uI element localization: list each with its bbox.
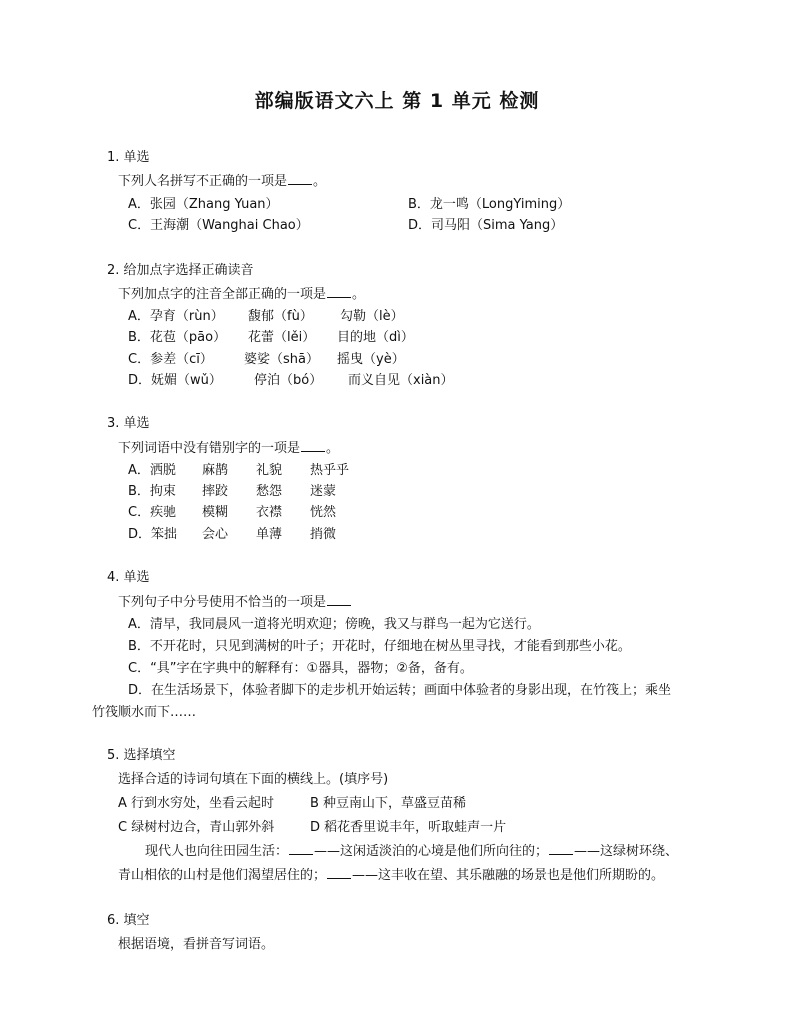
page-title: 部编版语文六上 第 1 单元 检测 bbox=[254, 90, 540, 112]
question-2-option-d-2: 停泊（bó） bbox=[254, 373, 323, 388]
question-1-option-d: D．司马阳（Sima Yang） bbox=[408, 218, 564, 233]
question-3-option-c-2: 模糊 bbox=[202, 505, 229, 520]
question-5-stem: 选择合适的诗词句填在下面的横线上。(填序号) bbox=[118, 772, 389, 787]
question-2-stem bbox=[118, 283, 365, 302]
question-1-stem-text: 下列人名拼写不正确的一项是 bbox=[118, 174, 288, 189]
question-4-stem bbox=[118, 591, 352, 610]
question-2-option-c-2: 婆娑（shā） bbox=[244, 352, 319, 367]
question-4-option-a: A．清早，我同晨风一道将光明欢迎；傍晚，我又与群鸟一起为它送行。 bbox=[128, 617, 540, 632]
answer-blank bbox=[327, 593, 351, 606]
question-5-passage-line-2 bbox=[118, 864, 664, 883]
answer-blank bbox=[288, 172, 312, 185]
question-4-heading: 4. 单选 bbox=[107, 570, 150, 585]
question-1-option-c: C．王海潮（Wanghai Chao） bbox=[128, 218, 309, 233]
question-4-option-d-line-2: 竹筏顺水而下…… bbox=[92, 705, 197, 720]
question-3-option-b-1: B．拘束 bbox=[128, 484, 176, 499]
question-2-option-d-1: D．妩媚（wǔ） bbox=[128, 373, 222, 388]
answer-blank bbox=[549, 842, 573, 855]
question-2-heading: 2. 给加点字选择正确读音 bbox=[107, 263, 254, 278]
answer-blank bbox=[289, 842, 313, 855]
question-3-option-a-1: A．洒脱 bbox=[128, 463, 176, 478]
question-3-stem-end: 。 bbox=[326, 441, 340, 456]
question-3-stem bbox=[118, 437, 339, 456]
question-3-option-d-3: 单薄 bbox=[256, 527, 283, 542]
question-6-heading: 6. 填空 bbox=[107, 913, 150, 928]
question-3-option-c-1: C．疾驰 bbox=[128, 505, 177, 520]
question-1-stem-end: 。 bbox=[313, 174, 327, 189]
question-3-stem-text: 下列词语中没有错别字的一项是 bbox=[118, 441, 301, 456]
question-3-option-d-4: 捎微 bbox=[310, 527, 337, 542]
question-1-option-b: B．龙一鸣（LongYiming） bbox=[408, 197, 571, 212]
answer-blank bbox=[301, 439, 325, 452]
question-3-option-b-4: 迷蒙 bbox=[310, 484, 337, 499]
question-3-option-a-4: 热乎乎 bbox=[310, 463, 350, 478]
question-5-passage-line-1 bbox=[145, 840, 678, 859]
question-3-option-a-3: 礼貌 bbox=[256, 463, 283, 478]
question-2-option-b-2: 花蕾（lěi） bbox=[248, 330, 316, 345]
question-5-option-c: C 绿树村边合，青山郭外斜 bbox=[118, 820, 275, 835]
question-1-option-a: A．张园（Zhang Yuan） bbox=[128, 197, 279, 212]
question-2-stem-text: 下列加点字的注音全部正确的一项是 bbox=[118, 287, 327, 302]
question-2-option-b-3: 目的地（dì） bbox=[337, 330, 414, 345]
question-3-option-d-1: D．笨拙 bbox=[128, 527, 178, 542]
passage-text: 青山相依的山村是他们渴望居住的； bbox=[118, 868, 327, 883]
question-1-heading: 1. 单选 bbox=[107, 150, 150, 165]
question-3-option-b-2: 摔跤 bbox=[202, 484, 229, 499]
question-5-heading: 5. 选择填空 bbox=[107, 748, 176, 763]
question-2-option-b-1: B．花苞（pāo） bbox=[128, 330, 227, 345]
answer-blank bbox=[327, 285, 351, 298]
question-4-stem-text: 下列句子中分号使用不恰当的一项是 bbox=[118, 595, 327, 610]
question-2-option-a-2: 馥郁（fù） bbox=[248, 309, 313, 324]
question-2-option-c-1: C．参差（cī） bbox=[128, 352, 213, 367]
question-5-option-d: D 稻花香里说丰年，听取蛙声一片 bbox=[310, 820, 507, 835]
passage-text: ——这绿树环绕、 bbox=[574, 844, 679, 859]
question-2-option-a-3: 勾勒（lè） bbox=[340, 309, 404, 324]
passage-text: 现代人也向往田园生活： bbox=[145, 844, 289, 859]
question-2-option-c-3: 摇曳（yè） bbox=[337, 352, 405, 367]
question-3-option-b-3: 愁怨 bbox=[256, 484, 283, 499]
question-4-option-c: C．“具”字在字典中的解释有：①器具，器物；②备，备有。 bbox=[128, 661, 473, 676]
question-5-option-a: A 行到水穷处，坐看云起时 bbox=[118, 796, 275, 811]
question-2-option-a-1: A．孕育（rùn） bbox=[128, 309, 224, 324]
question-2-option-d-3: 而义自见（xiàn） bbox=[348, 373, 454, 388]
question-3-option-c-4: 恍然 bbox=[310, 505, 337, 520]
question-6-stem: 根据语境，看拼音写词语。 bbox=[118, 937, 275, 952]
passage-text: ——这闲适淡泊的心境是他们所向往的； bbox=[314, 844, 549, 859]
question-3-option-a-2: 麻鹊 bbox=[202, 463, 229, 478]
question-3-option-d-2: 会心 bbox=[202, 527, 229, 542]
question-4-option-d-line-1: D．在生活场景下，体验者脚下的走步机开始运转；画面中体验者的身影出现，在竹筏上；乘坐 bbox=[128, 683, 672, 698]
question-2-stem-end: 。 bbox=[352, 287, 366, 302]
answer-blank bbox=[327, 866, 351, 879]
question-3-heading: 3. 单选 bbox=[107, 416, 150, 431]
question-5-option-b: B 种豆南山下，草盛豆苗稀 bbox=[310, 796, 467, 811]
question-4-option-b: B．不开花时，只见到满树的叶子；开花时，仔细地在树丛里寻找，才能看到那些小花。 bbox=[128, 639, 631, 654]
question-3-option-c-3: 衣襟 bbox=[256, 505, 283, 520]
passage-text: ——这丰收在望、其乐融融的场景也是他们所期盼的。 bbox=[352, 868, 665, 883]
question-1-stem bbox=[118, 170, 326, 189]
